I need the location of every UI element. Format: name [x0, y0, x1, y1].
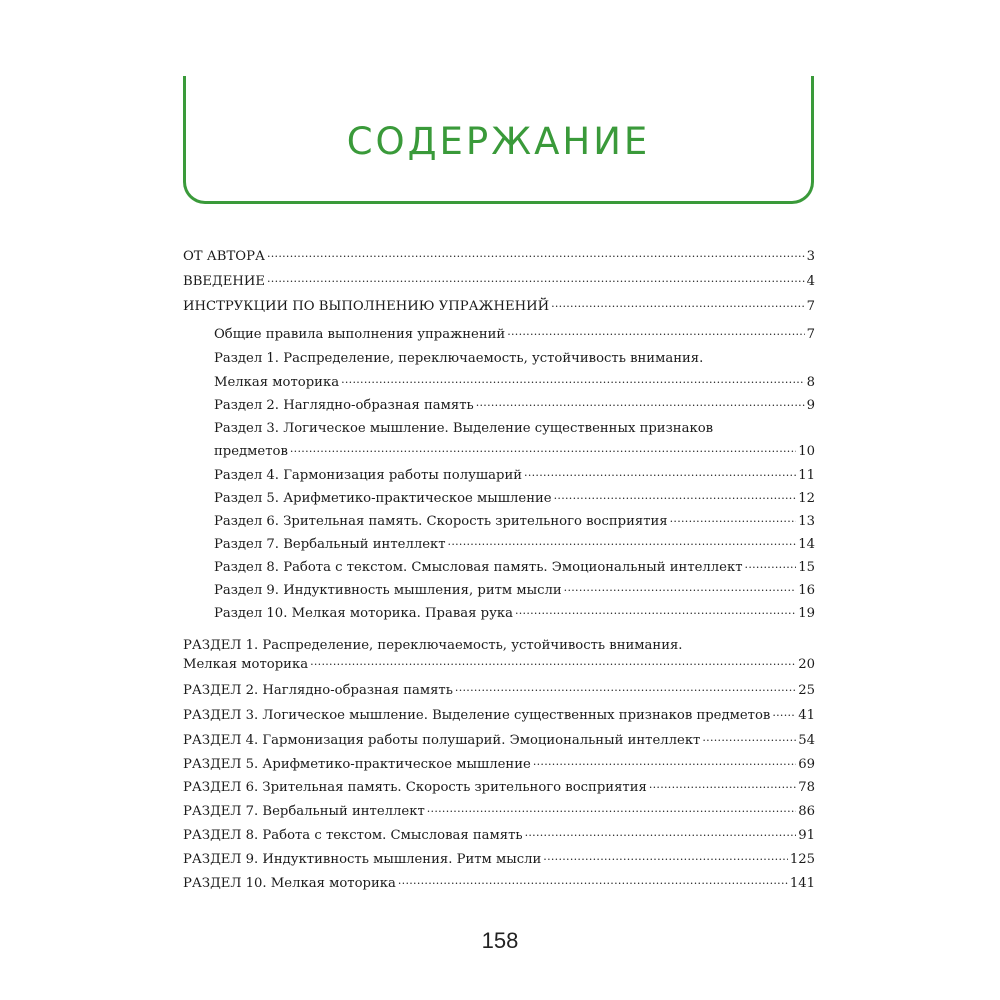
toc-entry-page: 15: [798, 560, 815, 575]
toc-entry-title: РАЗДЕЛ 3. Логическое мышление. Выделение существенных признаков предметов: [183, 708, 771, 723]
toc-entry-page: 12: [798, 491, 815, 506]
toc-entry-page: 125: [789, 852, 815, 867]
toc-entry[interactable]: [183, 298, 815, 315]
toc-entry-page: 8: [806, 375, 815, 390]
toc-entry-page: 7: [806, 299, 815, 314]
toc-entry-title: РАЗДЕЛ 2. Наглядно-образная память: [183, 683, 453, 698]
toc-entry-page: 54: [798, 733, 815, 748]
toc-entry-title: предметов: [214, 444, 288, 459]
leader-dots: [476, 397, 805, 409]
toc-entry[interactable]: [183, 779, 815, 796]
leader-dots: [772, 707, 796, 719]
toc-entry-title: РАЗДЕЛ 10. Мелкая моторика: [183, 876, 396, 891]
leader-dots: [564, 582, 797, 594]
leader-dots: [515, 605, 796, 617]
leader-dots: [533, 756, 796, 768]
toc-entry[interactable]: [183, 656, 815, 673]
leader-dots: [670, 513, 797, 525]
toc-entry-page: 19: [798, 606, 815, 621]
leader-dots: [455, 682, 796, 694]
toc-entry-page: 41: [798, 708, 815, 723]
leader-dots: [525, 827, 797, 839]
toc-entry-line1: Раздел 3. Логическое мышление. Выделение существенных признаков: [214, 421, 714, 436]
toc-entry-line1: Раздел 1. Распределение, переключаемость, устойчивость внимания.: [214, 351, 704, 366]
leader-dots: [507, 326, 804, 338]
toc-entry-title: Мелкая моторика: [183, 657, 309, 672]
leader-dots: [524, 467, 796, 479]
page-title: СОДЕРЖАНИЕ: [346, 120, 651, 163]
toc-entry-title: РАЗДЕЛ 4. Гармонизация работы полушарий. Эмоциональный интеллект: [183, 733, 701, 748]
toc-entry-page: 14: [798, 537, 815, 552]
toc-entry-title: РАЗДЕЛ 7. Вербальный интеллект: [183, 804, 425, 819]
toc-entry[interactable]: [214, 536, 815, 553]
toc-entry-title: РАЗДЕЛ 5. Арифметико-практическое мышление: [183, 757, 531, 772]
toc-entry[interactable]: [183, 707, 815, 724]
toc-entry-title: ОТ АВТОРА: [183, 249, 265, 264]
page-number: 158: [481, 928, 519, 953]
toc-entry-page: 69: [798, 757, 815, 772]
toc-entry-title: ВВЕДЕНИЕ: [183, 274, 265, 289]
toc-entry-page: 25: [798, 683, 815, 698]
toc-entry-title: Раздел 9. Индуктивность мышления, ритм мысли: [214, 583, 562, 598]
toc-entry-page: 16: [798, 583, 815, 598]
toc-entry[interactable]: [214, 582, 815, 599]
toc-entry-page: 141: [789, 876, 815, 891]
toc-entry-title: РАЗДЕЛ 8. Работа с текстом. Смысловая память: [183, 828, 523, 843]
toc-entry-title: Общие правила выполнения упражнений: [214, 327, 506, 342]
toc-entry-page: 86: [798, 804, 815, 819]
toc-entry-page: 91: [798, 828, 815, 843]
toc-entry[interactable]: [214, 559, 815, 576]
leader-dots: [554, 490, 797, 502]
leader-dots: [427, 803, 796, 815]
leader-dots: [702, 732, 796, 744]
toc-entry-page: 13: [798, 514, 815, 529]
toc-entry[interactable]: [214, 443, 815, 460]
toc-entry[interactable]: [214, 513, 815, 530]
leader-dots: [398, 875, 788, 887]
toc-entry-title: РАЗДЕЛ 6. Зрительная память. Скорость зрительного восприятия: [183, 780, 647, 795]
toc-entry-title: Раздел 8. Работа с текстом. Смысловая память. Эмоциональный интеллект: [214, 560, 743, 575]
toc-entry-title: Раздел 5. Арифметико-практическое мышление: [214, 491, 552, 506]
toc-entry[interactable]: [214, 605, 815, 622]
leader-dots: [745, 559, 797, 571]
leader-dots: [448, 536, 797, 548]
toc-entry-page: 11: [798, 468, 815, 483]
toc-entry-title: ИНСТРУКЦИИ ПО ВЫПОЛНЕНИЮ УПРАЖНЕНИЙ: [183, 299, 550, 314]
toc-entry[interactable]: [183, 827, 815, 844]
toc-entry[interactable]: [214, 326, 815, 343]
leader-dots: [341, 374, 805, 386]
toc-entry[interactable]: [183, 756, 815, 773]
toc-entry[interactable]: [183, 875, 815, 892]
toc-entry-title: Мелкая моторика: [214, 375, 340, 390]
toc-entry-title: РАЗДЕЛ 9. Индуктивность мышления. Ритм мысли: [183, 852, 542, 867]
toc-entry-title: Раздел 6. Зрительная память. Скорость зрительного восприятия: [214, 514, 668, 529]
toc-entry[interactable]: [183, 851, 815, 868]
toc-entry[interactable]: [183, 273, 815, 290]
toc-entry-title: Раздел 4. Гармонизация работы полушарий: [214, 468, 523, 483]
toc-entry-title: Раздел 2. Наглядно-образная память: [214, 398, 474, 413]
toc-entry[interactable]: [183, 803, 815, 820]
leader-dots: [310, 656, 796, 668]
toc-entry-page: 10: [798, 444, 815, 459]
toc-entry-page: 4: [806, 274, 815, 289]
leader-dots: [649, 779, 796, 791]
toc-entry[interactable]: [183, 682, 815, 699]
toc-entry[interactable]: [183, 248, 815, 265]
leader-dots: [551, 298, 805, 310]
toc-entry-page: 9: [806, 398, 815, 413]
leader-dots: [543, 851, 788, 863]
toc-entry-title: Раздел 10. Мелкая моторика. Правая рука: [214, 606, 513, 621]
toc-entry-page: 3: [806, 249, 815, 264]
leader-dots: [290, 443, 796, 455]
toc-entry-title: Раздел 7. Вербальный интеллект: [214, 537, 446, 552]
leader-dots: [267, 273, 805, 285]
toc-entry[interactable]: [214, 467, 815, 484]
leader-dots: [267, 248, 805, 260]
toc-entry[interactable]: [183, 732, 815, 749]
toc-entry[interactable]: [214, 490, 815, 507]
toc-entry[interactable]: [214, 397, 815, 414]
toc-entry-line1: РАЗДЕЛ 1. Распределение, переключаемость, устойчивость внимания.: [183, 638, 683, 653]
toc-entry-page: 7: [806, 327, 815, 342]
toc-entry[interactable]: [214, 374, 815, 391]
toc-entry-page: 20: [798, 657, 815, 672]
toc-entry-page: 78: [798, 780, 815, 795]
